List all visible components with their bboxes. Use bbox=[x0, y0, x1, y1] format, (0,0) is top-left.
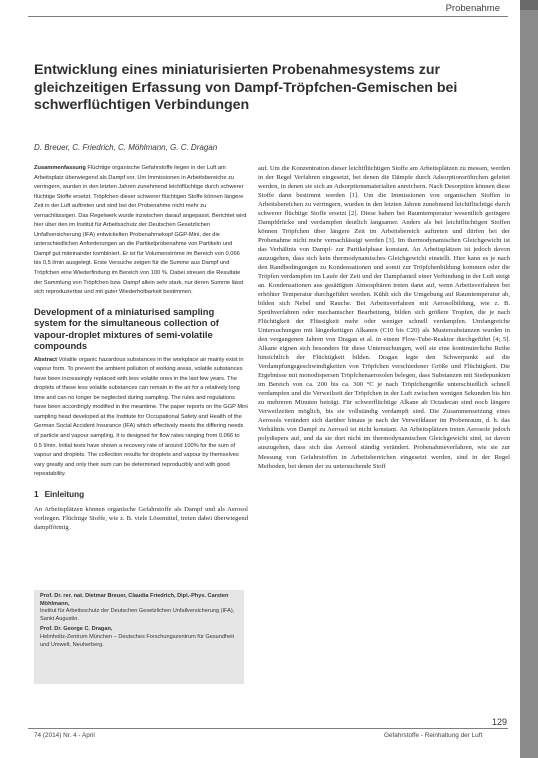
section-title: Einleitung bbox=[44, 489, 85, 499]
footer-issue: 74 (2014) Nr. 4 - April bbox=[34, 732, 95, 739]
right-column bbox=[258, 164, 510, 471]
affiliation-1-institute: Institut für Arbeitsschutz der Deutschen Gesetzlichen Unfallversicherung (IFA), Sankt Augustin. bbox=[40, 608, 235, 622]
affiliation-2-institute: Helmholtz-Zentrum München – Deutsches Forschungszentrum für Gesundheit und Umwelt, Neuherberg. bbox=[40, 633, 235, 648]
article-authors: D. Breuer, C. Friedrich, C. Möhlmann, G. C. Dragan bbox=[34, 143, 218, 152]
article-title: Entwicklung eines miniaturisierten Probenahmesystems zur gleichzeitigen Erfassung von Dampf-Tröpfchen-Gemischen bei schwerflüchtigen Verbindungen bbox=[34, 62, 458, 113]
affiliation-1-names: Prof. Dr. rer. nat. Dietmar Breuer, Claudia Friedrich, Dipl.-Phys. Carsten Möhlmann, bbox=[40, 593, 229, 607]
footer-rule bbox=[28, 728, 508, 729]
section-heading-1 bbox=[34, 490, 248, 499]
summary-text: Flüchtige organische Gefahrstoffe liegen in der Luft am Arbeitsplatz überwiegend als Dampf vor. Um Immissionen in Arbeitsbereiche zu verringern, wurden in den letzten Jahren zunehmend leichtflüchtige durch schwerer flüchtige Stoffe ersetzt. Tröpfchen dieser schwerer flüchtigen Stoffe können längere Zeit in der Luft auftreten und sind bei der Probenahme nicht mehr zu vernachlässigen. Das Regelwerk wurde inzwischen darauf angepasst. Berichtet wird hier über den im Institut für Arbeitsschutz der Deutschen Gesetzlichen Unfallversicherung (IFA) entwickelten Probenahmekopf GGP-Mini, der die unterschiedlichen Anforderungen an die Partikelprobenahme von Partikeln und Dampf gut miteinander kombiniert. Er ist für Volumenströme im Bereich von 0,066 bis 0,5 l/min ausgelegt. Erste Versuche zeigen für die Summe aus Dampf und Tröpfchen eine Wiederfindung im Bereich von 100 %. Dabei streuen die Resultate der Sammlung von Tröpfchen bzw. Dampf allein sehr stark, nur deren Summe lässt sich reproduzierbar und mit guter Wiederholbarkeit bestimmen. bbox=[34, 165, 247, 296]
footer-journal: Gefahrstoffe - Reinhaltung der Luft bbox=[384, 732, 483, 739]
intro-paragraph: An Arbeitsplätzen können organische Gefahrstoffe als Dampf und als Aerosol vorliegen. Flüchtige Stoffe, wie z. B. viele Lösemittel, treten dabei überwiegend dampfförmig bbox=[34, 505, 248, 532]
header-rule bbox=[28, 16, 508, 17]
page-number: 129 bbox=[491, 717, 507, 727]
affiliation-1 bbox=[40, 593, 238, 623]
left-column bbox=[34, 164, 248, 532]
section-number: 1 bbox=[34, 489, 39, 499]
page-edge-strip bbox=[520, 0, 538, 758]
english-title: Development of a miniaturised sampling system for the simultaneous collection of vapour-droplet mixtures of semi-volatile compounds bbox=[34, 305, 219, 352]
page-header bbox=[0, 0, 538, 20]
abstract-paragraph bbox=[34, 356, 248, 480]
abstract-label: Abstract bbox=[34, 356, 58, 363]
affiliation-2-names: Prof. Dr. George C. Dragan, bbox=[40, 626, 113, 633]
affiliation-2 bbox=[40, 626, 238, 649]
abstract-text: Volatile organic hazardous substances in the workplace air mainly exist in vapour form. To prevent the ambient pollution of working areas, volatile substances have been increasingly replaced with less volatile ones in the last few years. The droplets of these less volatile substances can remain in the air for a relatively long time and can no longer be neglected during sampling. The rules and regulations have been accordingly modified in the meantime. The paper reports on the GGP Mini sampling head developed at the Institute for Occupational Safety and Health of the German Social Accident Insurance (IFA) which effectively meets the differing needs of particle and vapour sampling. It is designed for flow rates ranging from 0.066 to 0.5 l/min. Initial tests have shown a recovery rate of around 100% for the sum of vapour and droplets. The collection results for droplets and vapour by themselves vary greatly and only their sum can be determined reproducibly and with good repeatability. bbox=[34, 356, 248, 478]
summary-label: Zusammenfassung bbox=[34, 165, 86, 171]
page-edge-strip-top bbox=[520, 0, 538, 10]
summary-paragraph bbox=[34, 164, 248, 298]
body-text: auf. Um die Konzentration dieser leichtflüchtigen Stoffe am Arbeitsplätzen zu messen, werden in der Regel Verfahren eingesetzt, bei denen die Dämpfe durch Adsorptionsröhrchen geleitet werden, in denen sie sich an Adsorptionsmaterialien anreichern. Nach Desorption können diese Stoffe dann bestimmt werden [1]. Um die Immissionen von organischen Stoffen in Arbeitsbereichen zu verringern, wurden in den letzten Jahren zunehmend leichtflüchtige durch schwerer flüchtige Stoffe ersetzt [2]. Diese haben bei Raumtemperatur wesentlich geringere Dampfdrücke und verdampfen deutlich langsamer. Anders als bei leichtflüchtigen Stoffen können Tröpfchen über längere Zeit im Arbeitsbereich auftreten und dürfen bei der Probenahme nicht mehr vernachlässigt werden [3]. Im thermodynamischen Gleichgewicht ist das Verhältnis von Dampf- zur Partikelphase konstant. An Arbeitsplätzen ist jedoch davon auszugehen, dass sich kein thermodynamisches Gleichgewicht einstellt. Hier kann es je nach den Randbedingungen zu Kondensationen und somit zur Tröpfchenbildung kommen oder die Tröpfen verdampfen im Laufe der Zeit und der Dampfanteil einer Verbindung in der Luft steigt an. Kondensationen aus gesättigten Atmosphären treten dann auf, wenn Arbeitsverfahren bei erhöhter Temperatur durchgeführt werden. Kühlt sich die Umgebung auf Raumtemperatur ab, bilden sich Nebel und Rauche. Bei Arbeitsverfahren mit Aerosolbildung, wie z. B. Sprühverfahren oder mechanischer Bearbeitung, bilden sich größere Tropfen, die je nach Flüchtigkeit der Flüssigkeit mehr oder weniger schnell verdampfen. Umfangreiche Untersuchungen mit längerkettigen Alkanen (C10 bis C20) als Mustersubstanzen wurden in den vergangenen Jahren von Dragan et al. in einem Flow-Tube-Reaktor durchgeführt [4; 5]. Alkane eignen sich besonders für diese Untersuchungen, weil sie eine kontinuierliche Reihe hinsichtlich der Flüchtigkeit bilden. Dragan legte den Schwerpunkt auf die Verdampfungsgeschwindigkeiten von Tröpfchen verschiedener Größe und Flüchtigkeit. Die Ergebnisse mit monodispersen Tröpfchenaerosolen belegen, dass Substanzen mit Siedepunkten im Bereich von ca. 200 bis ca. 300 °C je nach Tröpfchengröße unterschiedlich schnell verdampfen und die Verweilzeit der Tröpfchen in der Luft zwischen wenigen Sekunden bis hin zu mehreren Minuten beträgt. Für schwerflüchtige Alkane ab Octadecan sind noch längere Verweilzeiten möglich, bis sie vollständig verdampft sind. Die Zusammensetzung eines Aerosols verändert sich darüber hinaus je nach der Verweildauer im Probenraum, d. h. das Verhältnis von Dampf zu Aerosol ist nicht konstant. An Arbeitsplätzen treten Aerosole jedoch polydispers auf, und da sie dort nicht im thermodynamischen Gleichgewicht sind, ist davon auszugehen, dass sich das Aerosol ständig verändert. Probenahmeverfahren, wie sie zur Messung von Gefahrstoffen in Arbeitsbereichen eingesetzt werden, sind in der Regel Methoden, bei denen der zu untersuchende Stoff bbox=[258, 165, 510, 470]
section-label: Probenahme bbox=[445, 3, 500, 14]
author-affiliations bbox=[34, 590, 244, 684]
